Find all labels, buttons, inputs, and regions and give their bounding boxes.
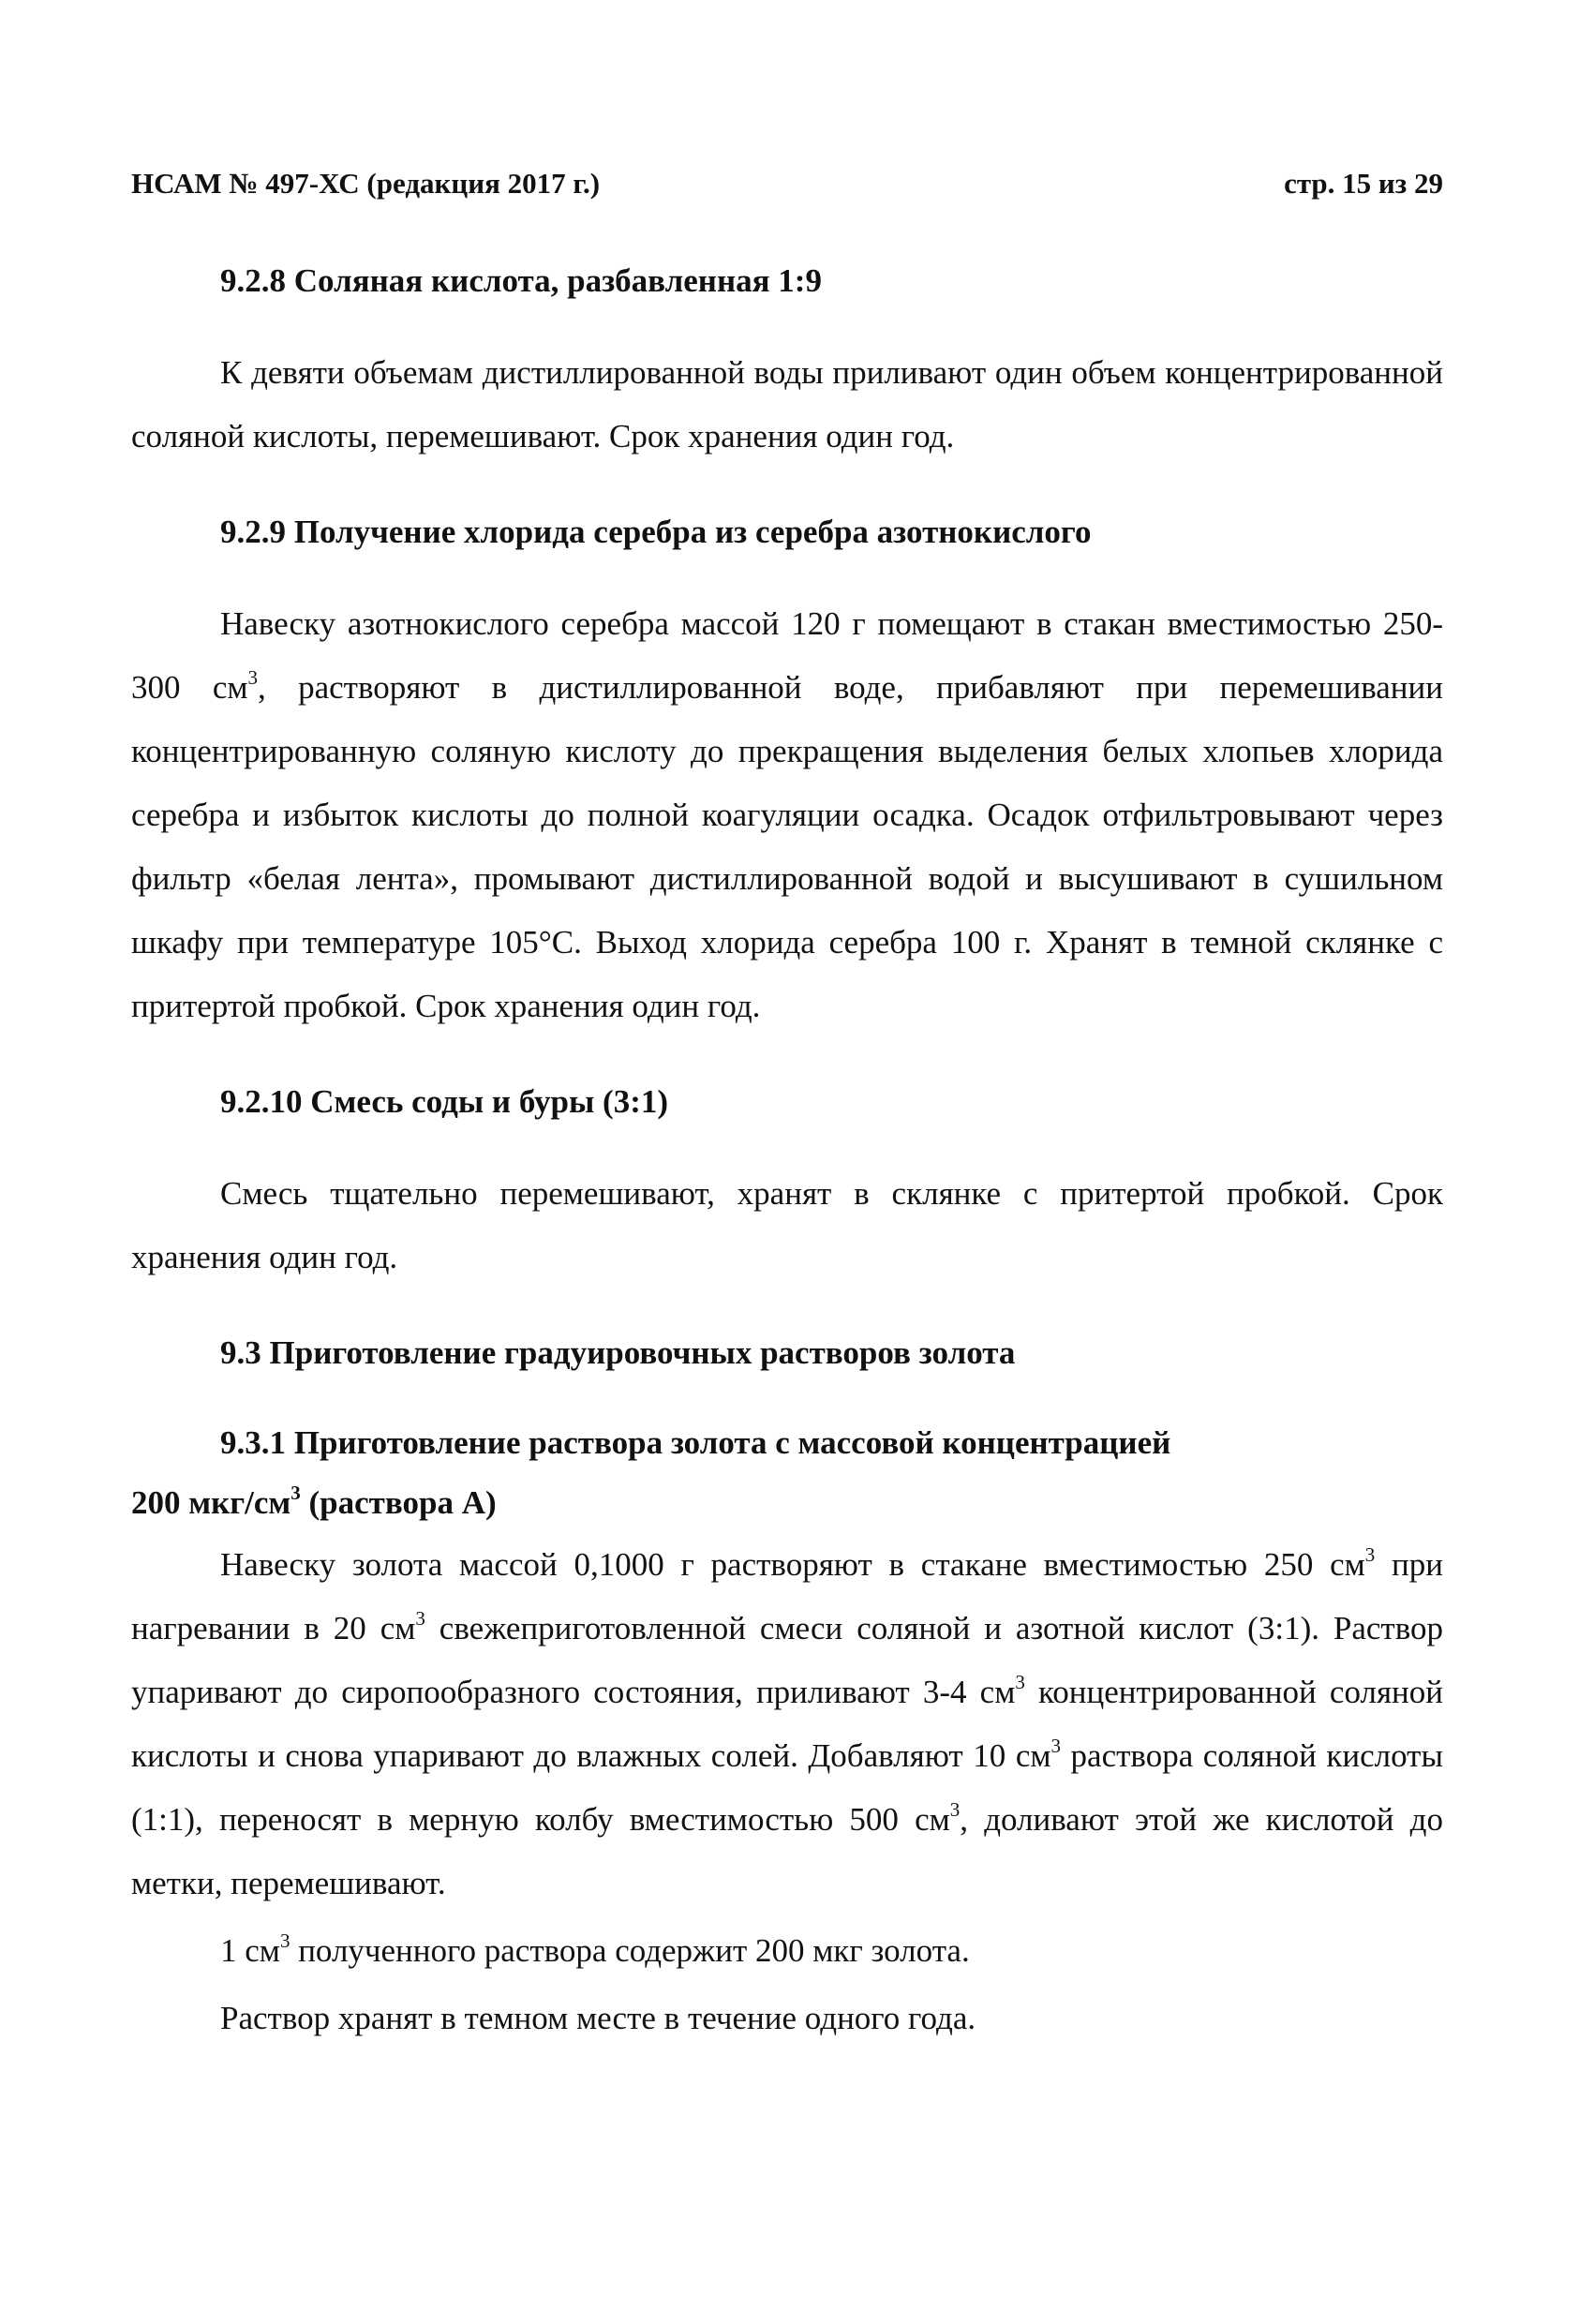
heading-9-3-1: 9.3.1 Приготовление раствора золота с массовой концентрацией [220,1424,1171,1461]
heading-9-2-10: 9.2.10 Смесь соды и буры (3:1) [220,1083,669,1120]
page-number: стр. 15 из 29 [1284,167,1443,200]
storage-note: Раствор хранят в темном месте в течение одного года. [220,2000,976,2036]
paragraph-9-2-9: Навеску азотнокислого серебра массой 120 г помещают в стакан вместимостью 250-300 $см^3$, растворяют в дистиллированной воде, прибавляют при перемешивании концентрированную соляную кислоту до прекращения выделения белых хлопьев хлорида серебра и избыток кислоты до полной коагуляции осадка. Осадок отфильтровывают через фильтр «белая лента», промывают дистиллированной водой и высушивают в сушильном шкафу при температуре 105°С. Выход хлорида серебра 100 г. Хранят в темной склянке с притертой пробкой. Срок хранения один год. [131,605,1444,1024]
concentration-note: 1 $см^3$ полученного раствора содержит 200 мкг золота. [220,1929,970,1969]
document-body [131,251,1443,2054]
heading-9-3-1-continuation: 200 мкг/$см^3$ (раствора А) [131,1482,497,1521]
document-page [131,0,1443,2324]
paragraph-9-2-8: К девяти объемам дистиллированной воды приливают один объем концентрированной соляной кислоты, перемешивают. Срок хранения один год. [131,354,1443,454]
heading-9-3: 9.3 Приготовление градуировочных растворов золота [220,1334,1016,1371]
heading-9-2-8: 9.2.8 Соляная кислота, разбавленная 1:9 [220,262,822,299]
paragraph-9-2-10: Смесь тщательно перемешивают, хранят в склянке с притертой пробкой. Срок хранения один год. [131,1175,1443,1275]
heading-9-2-9: 9.2.9 Получение хлорида серебра из серебра азотнокислого [220,514,1092,550]
paragraph-9-3-1: Навеску золота массой 0,1000 г растворяют в стакане вместимостью 250 $см^3$ при нагревании в 20 $см^3$ свежеприготовленной смеси соляной и азотной кислот (3:1). Раствор упаривают до сиропообразного состояния, приливают 3-4 $см^3$ концентрированной соляной кислоты и снова упаривают до влажных солей. Добавляют 10 $см^3$ раствора соляной кислоты (1:1), переносят в мерную колбу вместимостью 500 $см^3$, доливают этой же кислотой до метки, перемешивают. [131,1543,1444,1901]
document-code: НСАМ № 497-ХС (редакция 2017 г.) [131,167,601,200]
